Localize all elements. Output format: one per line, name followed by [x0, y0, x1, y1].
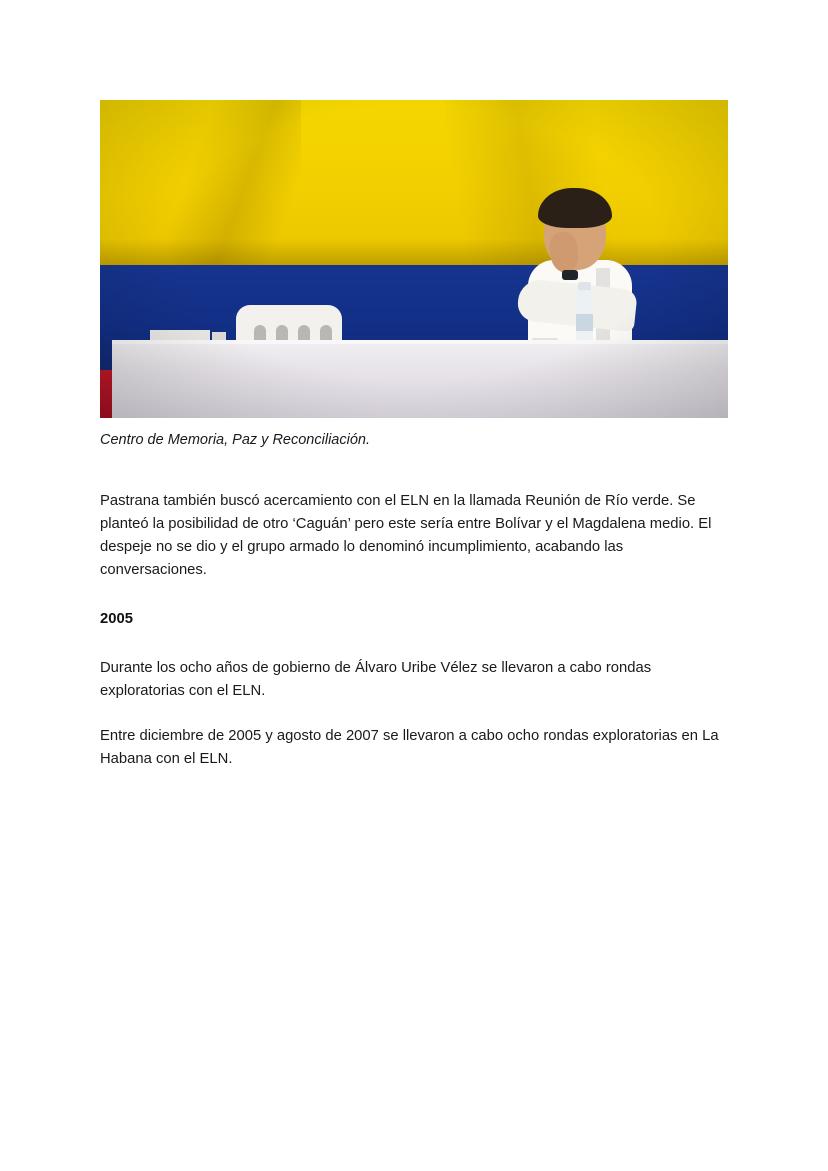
person-hair — [538, 188, 612, 228]
document-content — [100, 100, 728, 771]
photo-image — [100, 100, 728, 418]
spacer — [100, 631, 728, 657]
article-figure — [100, 100, 728, 450]
spacer — [100, 703, 728, 725]
paragraph-uribe-rondas: Durante los ocho años de gobierno de Álvaro Uribe Vélez se llevaron a cabo rondas exploratorias con el ELN. — [100, 659, 652, 699]
wristwatch — [562, 270, 578, 280]
white-tablecloth — [112, 344, 728, 418]
spacer — [100, 450, 728, 490]
section-heading-2005: 2005 — [100, 610, 133, 627]
paragraph-habana-rondas: Entre diciembre de 2005 y agosto de 2007 se llevaron a cabo ocho rondas exploratorias en La Habana con el ELN. — [100, 727, 719, 767]
spacer — [100, 582, 728, 608]
cloth-fold — [150, 100, 301, 265]
water-bottle-label — [576, 314, 593, 331]
paragraph-pastrana-eln: Pastrana también buscó acercamiento con el ELN en la llamada Reunión de Río verde. Se planteó la posibilidad de otro ‘Caguán’ pero este sería entre Bolívar y el Magdalena medio. El despeje no se dio y el grupo armado lo denominó incumplimiento, acabando las conversaciones. — [100, 493, 712, 579]
figure-caption: Centro de Memoria, Paz y Reconciliación. — [100, 432, 370, 448]
